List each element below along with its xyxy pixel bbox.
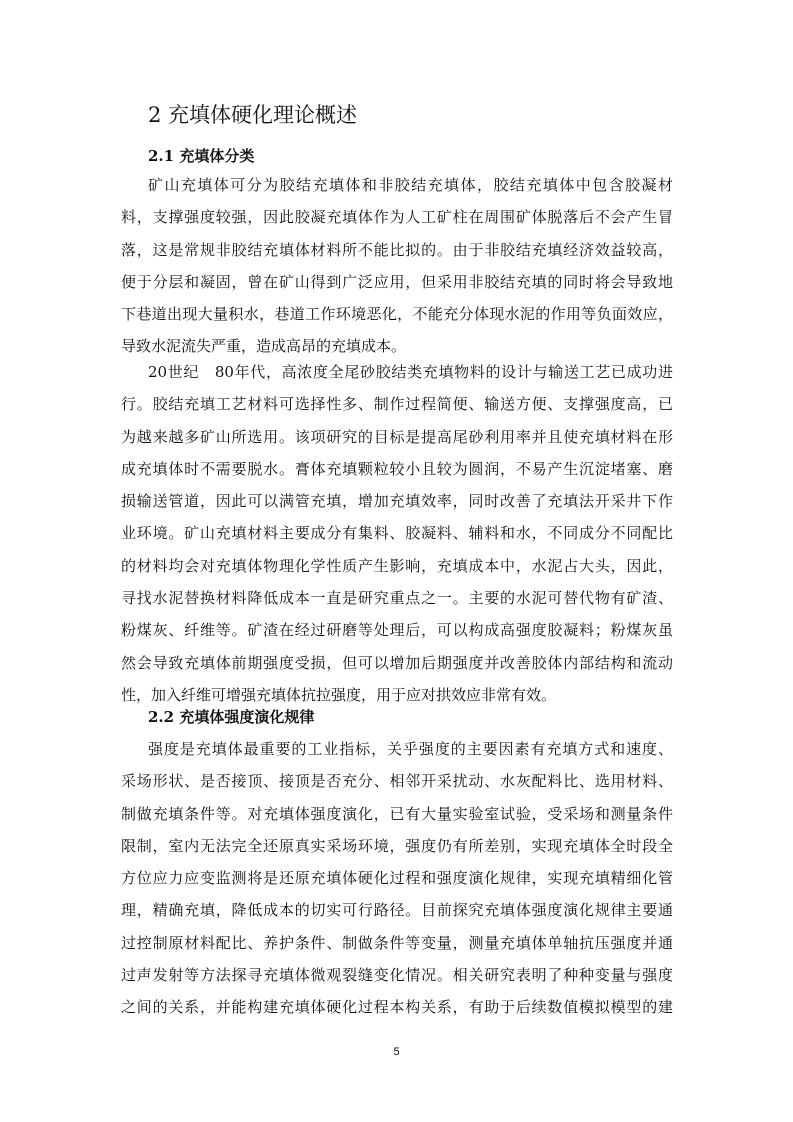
paragraph-line: 业环境。矿山充填材料主要成分有集料、胶凝料、辅料和水，不同成分不同配比 <box>121 524 673 543</box>
paragraph-line: 然会导致充填体前期强度受损，但可以增加后期强度并改善胶体内部结构和流动 <box>121 653 673 672</box>
section-heading-2-2: 2.2 充填体强度演化规律 <box>148 708 315 726</box>
paragraph-line: 导致水泥流失严重，造成高昂的充填成本。 <box>121 337 407 356</box>
paragraph-line: 为越来越多矿山所选用。该项研究的目标是提高尾砂利用率并且使充填材料在形 <box>121 427 673 446</box>
paragraph-line: 寻找水泥替换材料降低成本一直是研究重点之一。主要的水泥可替代物有矿渣、 <box>121 589 673 608</box>
paragraph-classification <box>121 169 673 363</box>
paragraph-line: 成充填体时不需要脱水。膏体充填颗粒较小且较为圆润，不易产生沉淀堵塞、磨 <box>121 459 673 478</box>
paragraph-line: 之间的关系，并能构建充填体硬化过程本构关系，有助于后续数值模拟模型的建 <box>121 998 673 1017</box>
paragraph-line: 采场形状、是否接顶、接顶是否充分、相邻开采扰动、水灰配料比、选用材料、 <box>121 772 673 791</box>
paragraph-line: 理，精确充填，降低成本的切实可行路径。目前探究充填体强度演化规律主要通 <box>121 901 673 920</box>
paragraph-line: 制做充填条件等。对充填体强度演化，已有大量实验室试验，受采场和测量条件 <box>121 804 673 823</box>
paragraph-line: 过声发射等方法探寻充填体微观裂缝变化情况。相关研究表明了种种变量与强度 <box>121 966 673 985</box>
paragraph-line: 落，这是常规非胶结充填体材料所不能比拟的。由于非胶结充填经济效益较高， <box>121 240 673 259</box>
paragraph-strength-evolution <box>121 733 673 1024</box>
paragraph-line: 限制，室内无法完全还原真实采场环境，强度仍有所差别，实现充填体全时段全 <box>121 836 673 855</box>
paragraph-line: 的材料均会对充填体物理化学性质产生影响，充填成本中，水泥占大头，因此， <box>121 556 673 575</box>
paragraph-line: 损输送管道，因此可以满管充填，增加充填效率，同时改善了充填法开采井下作 <box>121 492 673 511</box>
section-heading-2-1: 2.1 充填体分类 <box>148 147 255 165</box>
page-number: 5 <box>393 1046 400 1058</box>
paragraph-line: 行。胶结充填工艺材料可选择性多、制作过程简便、输送方便、支撑强度高，已 <box>121 395 673 414</box>
paragraph-line: 性，加入纤维可增强充填体抗拉强度，用于应对拱效应非常有效。 <box>121 685 557 704</box>
paragraph-line: 方位应力应变监测将是还原充填体硬化过程和强度演化规律，实现充填精细化管 <box>121 869 673 888</box>
paragraph-line: 下巷道出现大量积水，巷道工作环境恶化，不能充分体现水泥的作用等负面效应， <box>121 305 673 324</box>
chapter-title: 2 充填体硬化理论概述 <box>148 103 358 127</box>
paragraph-high-concentration-tailings <box>121 356 673 711</box>
paragraph-line: 料，支撑强度较强，因此胶凝充填体作为人工矿柱在周围矿体脱落后不会产生冒 <box>121 208 673 227</box>
paragraph-line: 粉煤灰、纤维等。矿渣在经过研磨等处理后，可以构成高强度胶凝料；粉煤灰虽 <box>121 621 673 640</box>
paragraph-line: 便于分层和凝固，曾在矿山得到广泛应用，但采用非胶结充填的同时将会导致地 <box>121 272 673 291</box>
paragraph-line: 20世纪 80年代，高浓度全尾砂胶结类充填物料的设计与输送工艺已成功进 <box>148 363 673 381</box>
paragraph-line: 矿山充填体可分为胶结充填体和非胶结充填体，胶结充填体中包含胶凝材 <box>148 176 673 194</box>
paragraph-line: 过控制原材料配比、养护条件、制做条件等变量，测量充填体单轴抗压强度并通 <box>121 933 673 952</box>
paragraph-line: 强度是充填体最重要的工业指标，关乎强度的主要因素有充填方式和速度、 <box>148 740 673 758</box>
